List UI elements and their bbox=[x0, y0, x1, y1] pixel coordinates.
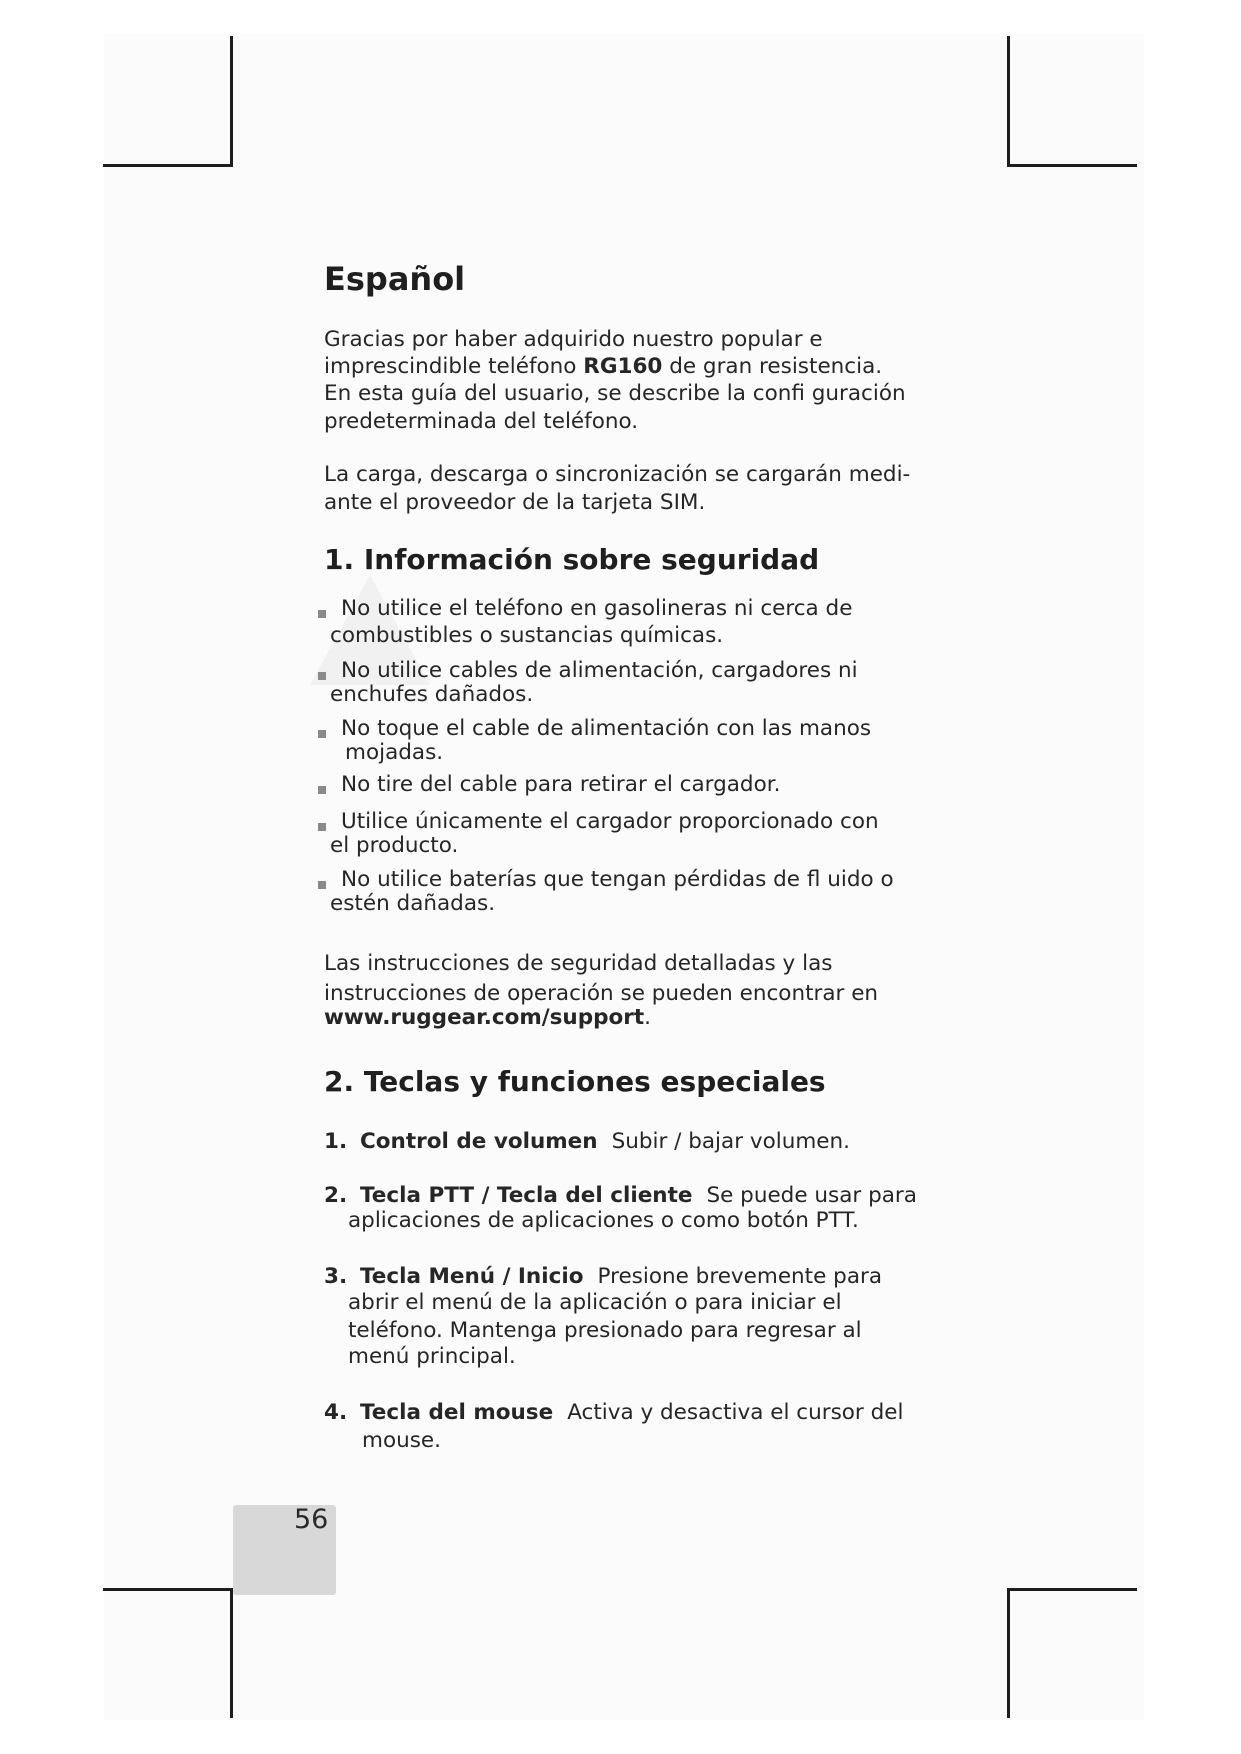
key-name: Tecla Menú / Inicio bbox=[360, 1264, 584, 1289]
section-2-title: 2. Teclas y funciones especiales bbox=[324, 1065, 826, 1098]
key-number-badge: 4. bbox=[324, 1399, 354, 1426]
square-bullet-icon bbox=[318, 730, 326, 738]
intro-line-1: Gracias por haber adquirido nuestro popular e bbox=[324, 327, 823, 352]
crop-mark-bottom-left-v bbox=[230, 1588, 233, 1718]
crop-mark-top-left-h bbox=[103, 164, 233, 167]
key-desc: Activa y desactiva el cursor del bbox=[567, 1400, 904, 1425]
key-name: Tecla PTT / Tecla del cliente bbox=[360, 1183, 693, 1208]
intro-text: imprescindible teléfono bbox=[324, 354, 584, 379]
bullet-item: No utilice el teléfono en gasolineras ni cerca de bbox=[318, 597, 852, 621]
key-desc: Presione brevemente para bbox=[597, 1264, 883, 1289]
bullet-item: No utilice cables de alimentación, cargadores ni bbox=[318, 659, 858, 683]
square-bullet-icon bbox=[318, 672, 326, 680]
section-1-title: 1. Información sobre seguridad bbox=[324, 543, 820, 576]
key-name: Control de volumen bbox=[360, 1129, 598, 1154]
page-number: 56 bbox=[294, 1504, 329, 1535]
bullet-item-cont: el producto. bbox=[330, 833, 459, 858]
intro-line-3: En esta guía del usuario, se describe la confi guración bbox=[324, 381, 906, 406]
bullet-item-cont: combustibles o sustancias químicas. bbox=[330, 623, 724, 648]
crop-mark-bottom-right-h bbox=[1007, 1588, 1137, 1591]
bullet-item-cont: mojadas. bbox=[345, 740, 444, 765]
intro-line-4: predeterminada del teléfono. bbox=[324, 409, 639, 434]
key-desc-cont: aplicaciones de aplicaciones o como botón PTT. bbox=[348, 1208, 859, 1233]
intro-line-2 bbox=[324, 353, 882, 380]
square-bullet-icon bbox=[318, 881, 326, 889]
safety-note-line-2: instrucciones de operación se pueden encontrar en bbox=[324, 981, 879, 1006]
key-item bbox=[324, 1263, 882, 1290]
square-bullet-icon bbox=[318, 610, 326, 618]
bullet-item-cont: estén dañadas. bbox=[330, 891, 496, 916]
crop-mark-top-left-v bbox=[230, 36, 233, 166]
bullet-item: No toque el cable de alimentación con las manos bbox=[318, 717, 871, 741]
key-desc-cont: teléfono. Mantenga presionado para regresar al bbox=[348, 1318, 862, 1343]
bullet-item: No tire del cable para retirar el cargador. bbox=[318, 773, 780, 797]
key-item bbox=[324, 1182, 917, 1209]
crop-mark-top-right-v bbox=[1007, 36, 1010, 166]
key-item bbox=[324, 1399, 903, 1426]
key-number-badge: 1. bbox=[324, 1128, 354, 1155]
key-number-badge: 2. bbox=[324, 1182, 354, 1209]
key-desc: Subir / bajar volumen. bbox=[611, 1129, 850, 1154]
key-desc-cont: mouse. bbox=[362, 1428, 441, 1453]
crop-mark-top-right-h bbox=[1007, 164, 1137, 167]
bullet-item: No utilice baterías que tengan pérdidas de fl uido o bbox=[318, 868, 894, 892]
carga-line-1: La carga, descarga o sincronización se cargarán medi- bbox=[324, 462, 911, 487]
carga-line-2: ante el proveedor de la tarjeta SIM. bbox=[324, 490, 706, 515]
page-title: Español bbox=[324, 260, 466, 298]
key-number-badge: 3. bbox=[324, 1263, 354, 1290]
key-name: Tecla del mouse bbox=[360, 1400, 554, 1425]
support-link[interactable]: www.ruggear.com/support bbox=[324, 1005, 645, 1030]
bullet-item: Utilice únicamente el cargador proporcionado con bbox=[318, 810, 879, 834]
crop-mark-bottom-right-v bbox=[1007, 1588, 1010, 1718]
square-bullet-icon bbox=[318, 823, 326, 831]
square-bullet-icon bbox=[318, 786, 326, 794]
safety-note-line-1: Las instrucciones de seguridad detalladas y las bbox=[324, 951, 833, 976]
key-item bbox=[324, 1128, 850, 1155]
crop-mark-bottom-left-h bbox=[103, 1588, 233, 1591]
intro-text: de gran resistencia. bbox=[662, 354, 883, 379]
bullet-item-cont: enchufes dañados. bbox=[330, 682, 534, 707]
model-name: RG160 bbox=[583, 354, 663, 379]
safety-note-line-3: www.ruggear.com/support. bbox=[324, 1005, 652, 1030]
key-desc-cont: menú principal. bbox=[348, 1344, 516, 1369]
key-desc-cont: abrir el menú de la aplicación o para iniciar el bbox=[348, 1290, 842, 1315]
key-desc: Se puede usar para bbox=[706, 1183, 917, 1208]
